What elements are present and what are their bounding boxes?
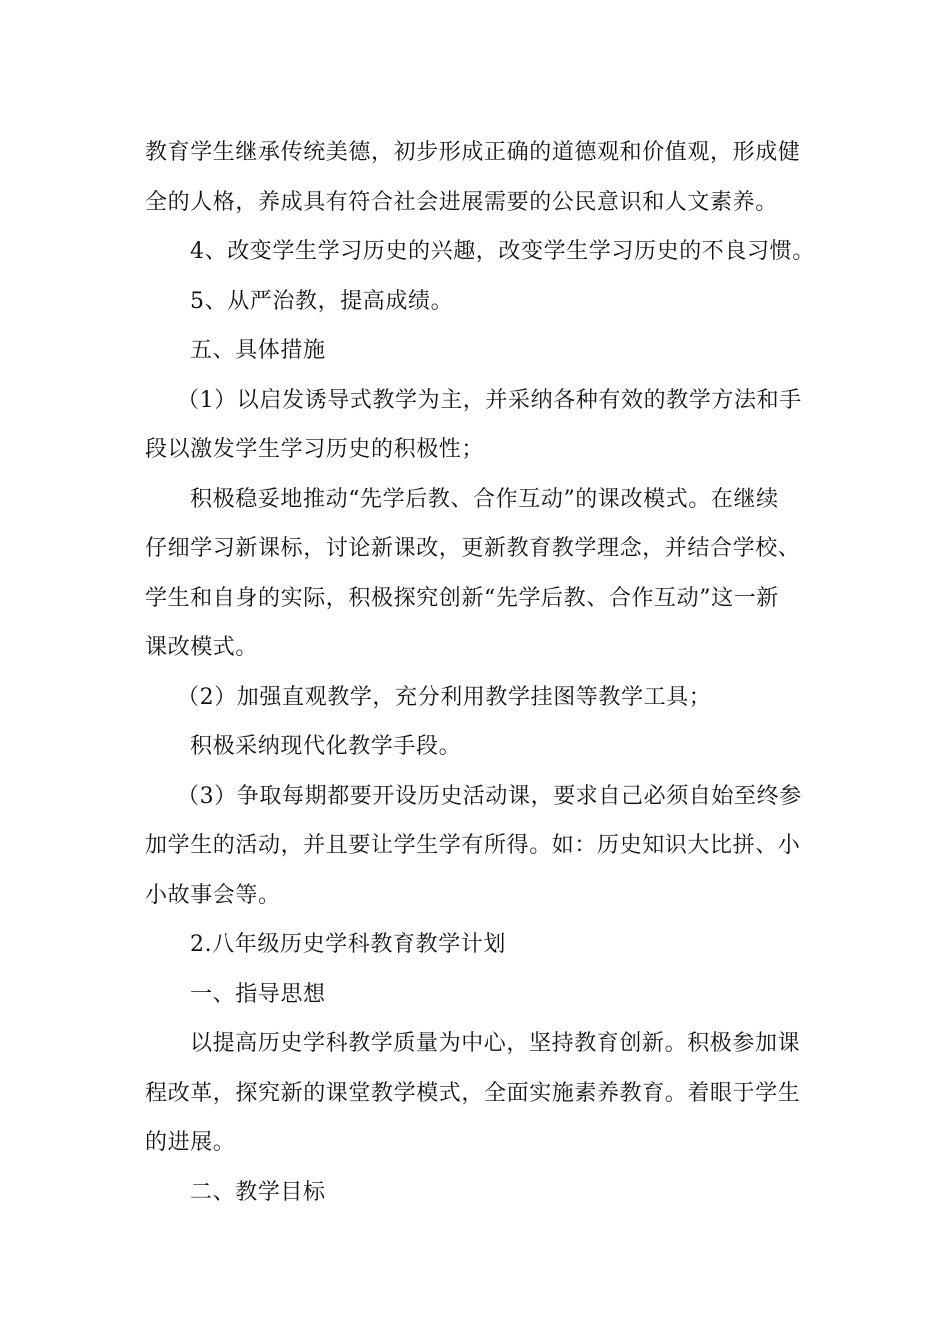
measure-item-1: （1）以启发诱导式教学为主，并采纳各种有效的教学方法和手: [177, 387, 802, 413]
section-heading-guiding-thought: 一、指导思想: [190, 981, 326, 1007]
text-line: 教育学生继承传统美德，初步形成正确的道德观和价值观，形成健: [145, 140, 801, 165]
text-line: 仔细学习新课标，讨论新课改，更新教育教学理念，并结合学校、: [145, 536, 801, 561]
text-line: 学生和自身的实际，积极探究创新“先学后教、合作互动”这一新: [145, 585, 779, 611]
text-line: 段以激发学生学习历史的积极性；: [145, 437, 485, 462]
section-heading-measures: 五、具体措施: [190, 338, 326, 363]
text-line: 程改革，探究新的课堂教学模式，全面实施素养教育。着眼于学生: [145, 1080, 801, 1106]
paragraph-start: 积极稳妥地推动“先学后教、合作互动”的课改模式。在继续: [190, 486, 779, 512]
measure-item-3: （3）争取每期都要开设历史活动课，要求自己必须自始至终参: [177, 783, 802, 809]
list-item-5: 5、从严治教，提高成绩。: [190, 288, 454, 314]
measure-item-2: （2）加强直观教学，充分利用教学挂图等教学工具；: [177, 684, 712, 710]
text-line: 全的人格，养成具有符合社会进展需要的公民意识和人文素养。: [145, 189, 778, 215]
text-line: 课改模式。: [145, 635, 259, 660]
text-line: 加学生的活动，并且要让学生学有所得。如：历史知识大比拼、小: [145, 833, 801, 858]
section-heading-teaching-goals: 二、教学目标: [190, 1179, 326, 1205]
document-title: 2.八年级历史学科教育教学计划: [190, 932, 506, 957]
document-page: [145, 128, 815, 1217]
paragraph-start: 积极采纳现代化教学手段。: [190, 734, 462, 759]
text-line: 小故事会等。: [145, 882, 281, 908]
paragraph-start: 以提高历史学科教学质量为中心，坚持教育创新。积极参加课: [190, 1031, 801, 1056]
text-line: 的进展。: [145, 1130, 236, 1155]
list-item-4: 4、改变学生学习历史的兴趣，改变学生学习历史的不良习惯。: [190, 239, 815, 264]
